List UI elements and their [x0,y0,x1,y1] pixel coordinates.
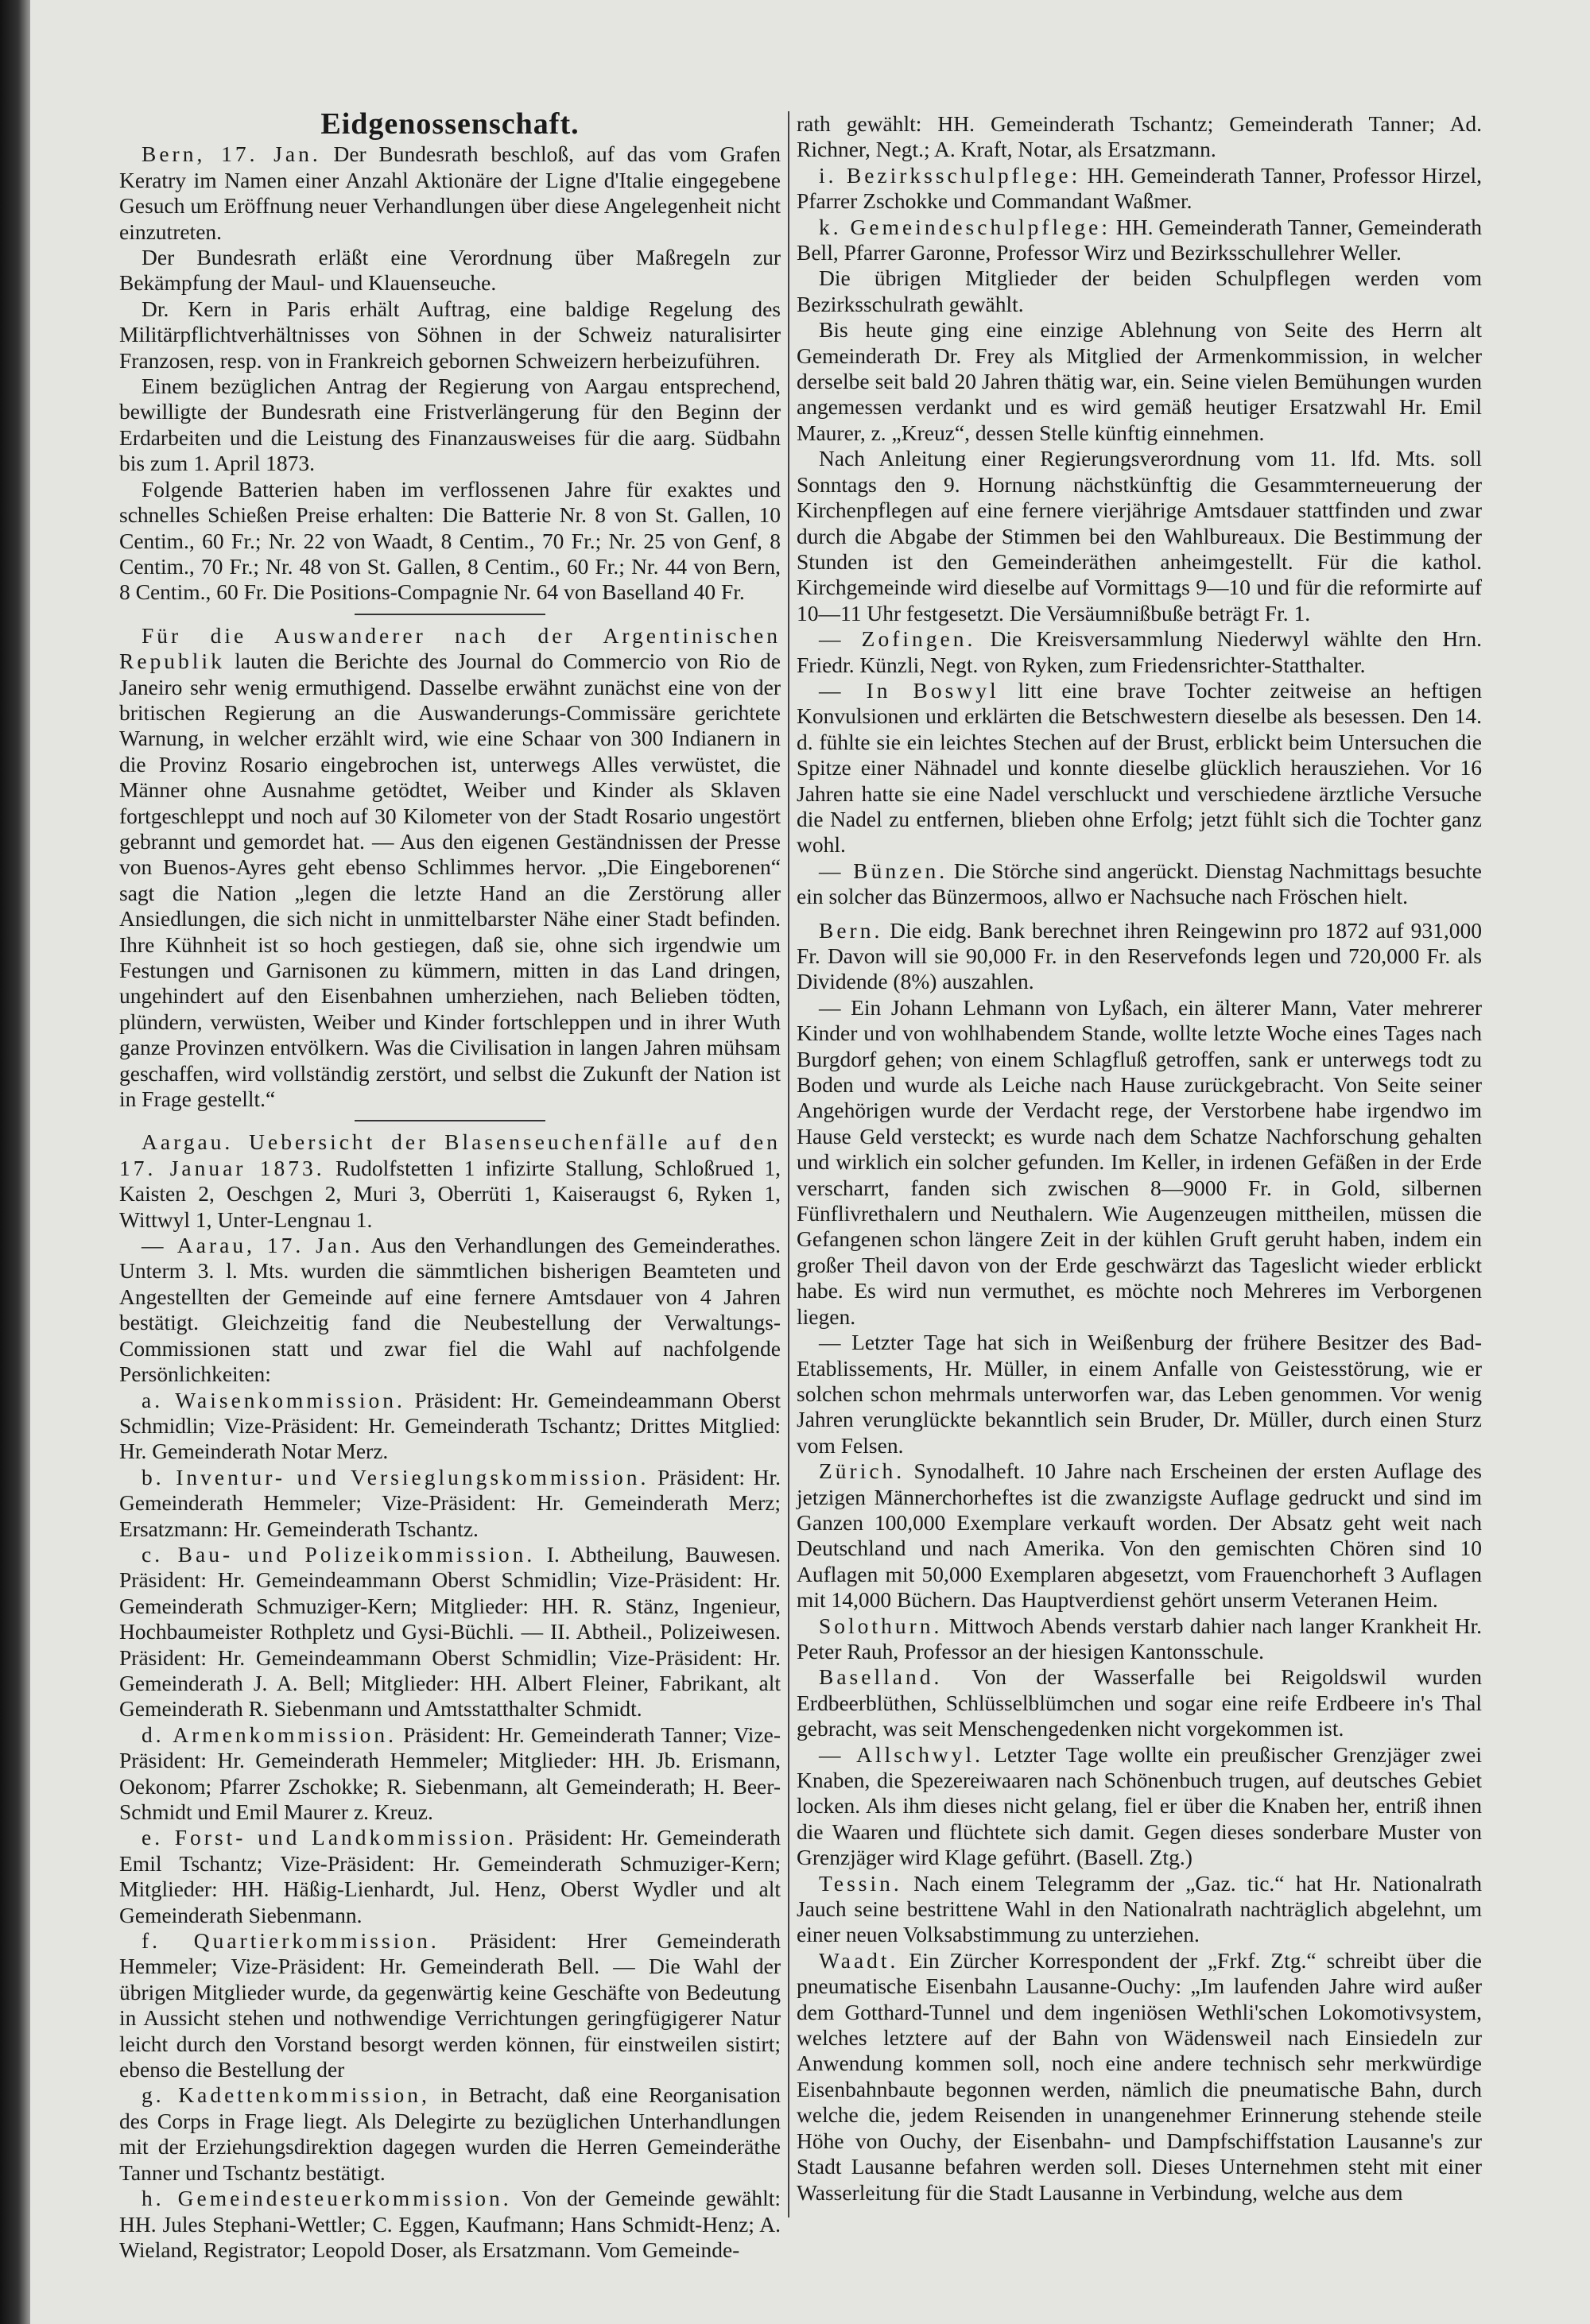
paragraph-text: — Letzter Tage hat sich in Weißenburg der frühere Besitzer des Bad-Etablissements, Hr. Müller, in einem Anfalle von Geistesstörung, wie er solchen schon mehrmals unterworfen war, das Leben genommen. Vor wenig Jahren verunglückte bekanntlich sein Bruder, Dr. Müller, durch einen Sturz vom Felsen. [797,1330,1482,1458]
paragraph-text: Aus den Verhandlungen des Gemeinderathes. Unterm 3. l. Mts. wurden die sämmtlichen bisherigen Beamteten und Angestellten der Gemeinde auf eine fernere Amtsdauer von 4 Jahren bestätigt. Gleichzeitig fand die Neubestellung der Verwaltungs-Commissionen statt und zwar fiel die Wahl auf nachfolgende Persönlichkeiten: [119,1233,781,1387]
paragraph-text: — Ein Johann Lehmann von Lyßach, ein älterer Mann, Vater mehrerer Kinder und von wohlhabendem Stande, wollte letzte Woche eines Tages nach Burgdorf gehen; von einem Schlagfluß getroffen, sank er unterwegs todt zu Boden und wurde als Leiche nach Hause zurückgebracht. Von Seite seiner Angehörigen wurde der Verdacht rege, der Verstorbene habe irgendwo im Hause Geld versteckt; es wurde nach dem Schatze Nachforschung gehalten und wirklich ein solcher gefunden. Im Keller, in irdenen Gefäßen in der Erde verscharrt, fanden sich zwischen 8—9000 Fr. in Gold, silbernen Fünflivrethalern und Neuthalern. Wie Augenzeugen mittheilen, müssen die Gefangenen schon längere Zeit in der kühlen Gruft geruht haben, indem ein großer Theil davon von der Erde geschwärzt das Tageslicht wieder erblickt habe. Es wird nun vermuthet, es möchte noch Mehreres im Verborgenen liegen. [797,994,1482,1329]
paragraph-text: Der Bundesrath beschloß, auf das vom Grafen Keratry im Namen einer Anzahl Aktionäre der Ligne d'Italie eingegebene Gesuch um Eröffnung neuer Verhandlungen über diese Angelegenheit nicht einzutreten. [119,141,781,244]
paragraph-text: Synodalheft. 10 Jahre nach Erscheinen der ersten Auflage des jetzigen Männerchorheftes ist die zwanzigste Auflage gedruckt und sind im Ganzen 100,000 Exemplare verkauft worden. Der Absatz geht weit nach Deutschland und nach Amerika. Von den gemischten Chören sind 10 Auflagen mit 50,000 Exemplaren abgesetzt, vom Frauenchorheft 3 Auflagen mit 14,000 Büchern. Das Hauptverdienst gehört unserm Veteranen Heim. [797,1458,1482,1613]
column-divider [788,111,789,2217]
paragraph-text: Der Bundesrath erläßt eine Verordnung über Maßregeln zur Bekämpfung der Maul- und Klauenseuche. [119,245,781,296]
paragraph-lead: — Zofingen. [819,626,976,652]
paragraph [797,1871,1482,1948]
paragraph [119,1465,781,1542]
paragraph [797,918,1482,995]
article-group [119,623,781,1113]
paragraph [119,1542,781,1722]
paragraph-text: Folgende Batterien haben im verflossenen Jahre für exaktes und schnelles Schießen Preise erhalten: Die Batterie Nr. 8 von St. Gallen, 10 Centim., 60 Fr.; Nr. 22 von Waadt, 8 Centim., 70 Fr.; Nr. 25 von Genf, 8 Centim., 70 Fr.; Nr. 48 von St. Gallen, 8 Centim., 60 Fr.; Nr. 44 von Bern, 8 Centim., 60 Fr. Die Positions-Compagnie Nr. 64 von Baselland 40 Fr. [119,476,781,605]
paragraph [797,163,1482,215]
section-title: Eidgenossenschaft. [320,107,580,141]
paragraph-lead: Baselland. [819,1664,943,1690]
paragraph-lead: Solothurn. [819,1613,943,1638]
article-group [797,111,1482,910]
paragraph-text: Präsident: Hr. Gemeinderath Hemmeler; Vize-Präsident: Hr. Gemeinderath Merz; Ersatzmann: Hr. Gemeinderath Tschantz. [119,1464,781,1541]
paragraph [119,623,781,1113]
paragraph [119,296,781,374]
paragraph [797,995,1482,1330]
paragraph-text: Nach einem Telegramm der „Gaz. tic.“ hat Hr. Nationalrath Jauch seine bestrittene Wahl in den Nationalrath nachträglich abgelehnt, um einer neuen Volksabstimmung zu unterziehen. [797,1870,1482,1947]
paragraph-lead: c. Bau- und Polizeikommission. [142,1541,536,1567]
paragraph [797,1742,1482,1871]
paragraph [797,215,1482,266]
left-column [119,107,781,2263]
paragraph-lead: — Bünzen. [819,858,948,883]
paragraph [797,626,1482,678]
paragraph-text: Präsident: Hr. Gemeinderath Emil Tschantz; Vize-Präsident: Hr. Gemeinderath Schmuziger-Kern; Mitglieder: HH. Häßig-Lienhardt, Jul. Henz, Oberst Wydler und alt Gemeinderath Siebenmann. [119,1825,781,1927]
paragraph-text: Die eidg. Bank berechnet ihren Reingewinn pro 1872 auf 931,000 Fr. Davon will sie 90,000 Fr. in den Reservefonds legen und 720,000 Fr. als Dividende (8%) auszahlen. [797,917,1482,994]
article-gap [797,910,1482,918]
paragraph-text: Die Kreisversammlung Niederwyl wählte den Hrn. Friedr. Künzli, Negt. von Ryken, zum Friedensrichter-Statthalter. [797,626,1482,677]
paragraph-lead: Waadt. [819,1947,899,1973]
paragraph-text: Präsident: Hr. Gemeindeammann Oberst Schmidlin; Vize-Präsident: Hr. Gemeinderath Tschantz; Drittes Mitglied: Hr. Gemeinderath Notar Merz. [119,1387,781,1464]
paragraph [797,858,1482,910]
paragraph-text: Von der Gemeinde gewählt: HH. Jules Stephani-Wettler; C. Eggen, Kaufmann; Hans Schmidt-Henz; A. Wieland, Registrator; Leopold Doser, als Ersatzmann. Vom Gemeinde- [119,2186,781,2262]
paragraph-lead: — In Boswyl [819,677,999,703]
paragraph-text: I. Abtheilung, Bauwesen. Präsident: Hr. Gemeindeammann Oberst Schmidlin; Vize-Präsident: Hr. Gemeinderath Schmuziger-Kern; Mitglieder: HH. R. Stänz, Ingenieur, Hochbaumeister Rothpletz und Gysi-Büchli. — II. Abtheil., Polizeiwesen. Präsident: Hr. Gemeindeammann Oberst Schmidlin; Vize-Präsident: Hr. Gemeinderath J. A. Bell; Mitglieder: HH. Albert Fleiner, Fabrikant, alt Gemeinderath R. Siebenmann und Amtsstatthalter Schmidt. [119,1541,781,1722]
paragraph [119,1233,781,1387]
paragraph [797,1664,1482,1741]
paragraph-lead: g. Kadettenkommission, [142,2082,430,2108]
paragraph-text: Bis heute ging eine einzige Ablehnung von Seite des Herrn alt Gemeinderath Dr. Frey als Mitglied der Armenkommission, in welcher derselbe seit bald 20 Jahren thätig war, ein. Seine vielen Bemühungen wurden angemessen verdankt und es wird gemäß heutiger Ersatzwahl Hr. Emil Maurer, z. „Kreuz“, dessen Stelle künftig einnehmen. [797,317,1482,445]
paragraph-lead: Bern, 17. Jan. [142,141,321,167]
right-column [797,111,1482,2206]
paragraph-lead: Für die Auswanderer nach der Argentinischen Republik [119,622,781,674]
paragraph-text: HH. Gemeinderath Tanner, Gemeinderath Bell, Pfarrer Garonne, Professor Wirz und Bezirksschullehrer Weller. [797,214,1483,265]
paragraph-text: in Betracht, daß eine Reorganisation des Corps in Frage liegt. Als Delegirte zu bezüglichen Unterhandlungen mit der Erziehungsdirektion dagegen wurden die Herren Gemeinderäthe Tanner und Tschantz bestätigt. [119,2082,781,2185]
paragraph-text: litt eine brave Tochter zeitweise an heftigen Konvulsionen und erklärten die Betschwestern dieselbe als besessen. Den 14. d. fühlte sie ein leichtes Stechen auf der Brust, erblickt beim Untersuchen die Spitze einer Nähnadel und konnte dieselbe glücklich herausziehen. Vor 16 Jahren hatte sie eine Nadel verschluckt und verschiedene ärztliche Versuche die Nadel zu entfernen, blieben ohne Erfolg; jetzt fühlt sich die Tochter ganz wohl. [797,677,1483,858]
paragraph-lead: — Allschwyl. [819,1741,984,1767]
paragraph [797,317,1482,446]
paragraph [797,111,1482,163]
paragraph-lead: Zürich. [819,1458,906,1484]
paragraph-text: Nach Anleitung einer Regierungsverordnung vom 11. lfd. Mts. soll Sonntags den 9. Hornung nächstkünftig die Gesammterneuerung der Kirchenpflegen auf eine fernere vierjährige Amtsdauer stattfinden und zwar durch die Abgabe der Stimmen bei den Wahlbureaux. Die Bestimmung der Stunden ist den Gemeinderäthen anheimgestellt. Für die kathol. Kirchgemeinde wird dieselbe auf Vormittags 9—10 und für die reformirte auf 10—11 Uhr festgesetzt. Die Versäumnißbuße beträgt Fr. 1. [797,446,1482,626]
paragraph-text: lauten die Berichte des Journal do Commercio von Rio de Janeiro sehr wenig ermuthigend. Dasselbe erwähnt zunächst eine von der britischen Regierung an die Auswanderungs-Commissäre gerichtete Warnung, in welcher erzählt wird, wie eine Schaar von 300 Indianern in die Provinz Rosario eingebrochen ist, unterwegs Alles verwüstet, die Männer ohne Ausnahme getödtet, Weiber und Kinder als Sklaven fortgeschleppt und noch auf 30 Kilometer von der Stadt Rosario ungestört gebrannt und gemordet hat. — Aus den eigenen Geständnissen der Presse von Buenos-Ayres geht ebenso Schlimmes hervor. „Die Eingeborenen“ sagt die Nation „legen die letzte Hand an die Zerstörung aller Ansiedlungen, die sich nicht in unmittelbarster Nähe einer Stadt befinden. Ihre Kühnheit ist so hoch gestiegen, daß sie, ohne sich irgendwie um Festungen und Garnisonen zu kümmern, mitten in das Land dringen, ungehindert auf den Eisenbahnen umherziehen, nach Belieben tödten, plündern, verwüsten, Weiber und Kinder fortschleppen und in ihrer Wuth ganze Provinzen entvölkern. Was die Civilisation in langen Jahren mühsam geschaffen, wird vollständig zerstört, und selbst die Zukunft der Nation ist in Frage gestellt.“ [119,649,781,1112]
paragraph [797,1948,1482,2206]
paragraph [119,2082,781,2186]
paragraph-text: Ein Zürcher Korrespondent der „Frkf. Ztg.“ schreibt über die pneumatische Eisenbahn Lausanne-Ouchy: „Im laufenden Jahre wird außer dem Gotthard-Tunnel und dem ingeniösen Wethli'schen Lokomotivsystem, welches letztere auf der Bahn von Wädensweil nach Einsiedeln zur Anwendung kommen soll, noch eine andere technisch sehr merkwürdige Eisenbahnbaute begonnen werden, nämlich die pneumatische Bahn, durch welche die, jedem Reisenden in unangenehmer Erinnerung stehende steile Höhe von Ouchy, der Eisenbahn- und Dampfschiffstation Lausanne's zur Stadt Lausanne befahren werden soll. Dieses Unternehmen steht mit einer Wasserleitung für die Stadt Lausanne in Verbindung, welche aus dem [797,1947,1482,2205]
paragraph [797,1613,1482,1665]
paragraph [119,141,781,245]
paragraph [119,374,781,477]
paragraph-text: Von der Wasserfalle bei Reigoldswil wurden Erdbeerblüthen, Schlüsselblümchen und sogar eine reife Erdbeere in's Thal gebracht, was seit Menschengedenken nicht vorgekommen ist. [797,1664,1482,1741]
paragraph-lead: i. Bezirksschulpflege: [819,162,1081,188]
paragraph-lead: e. Forst- und Landkommission. [142,1825,517,1850]
paragraph [119,1928,781,2082]
paragraph [797,1330,1482,1458]
paragraph-lead: h. Gemeindesteuerkommission. [142,2186,512,2211]
paragraph [119,1129,781,1233]
paragraph-text: Die übrigen Mitglieder der beiden Schulpflegen werden vom Bezirksschulrath gewählt. [797,265,1482,316]
page-edge-shadow [0,0,30,2324]
paragraph-text: Rudolfstetten 1 infizirte Stallung, Schloßrued 1, Kaisten 2, Oeschgen 2, Muri 3, Oberrüti 1, Kaiseraugst 6, Ryken 1, Wittwyl 1, Unter-Lengnau 1. [119,1155,781,1232]
paragraph-text: Einem bezüglichen Antrag der Regierung von Aargau entsprechend, bewilligte der Bundesrath eine Fristverlängerung für den Beginn der Erdarbeiten und die Leistung des Finanzausweises für die aarg. Südbahn bis zum 1. April 1873. [119,374,781,476]
paragraph [119,245,781,296]
article-divider [355,1120,545,1121]
paragraph-lead: f. Quartierkommission. [142,1928,440,1954]
paragraph-lead: Bern. [819,917,883,943]
paragraph-lead: b. Inventur- und Versieglungskommission. [142,1464,650,1489]
paragraph-text: HH. Gemeinderath Tanner, Professor Hirzel, Pfarrer Zschokke und Commandant Waßmer. [797,162,1483,214]
paragraph-lead: a. Waisenkommission. [142,1387,405,1412]
paragraph-text: Präsident: Hr. Gemeinderath Tanner; Vize-Präsident: Hr. Gemeinderath Hemmeler; Mitglieder: HH. Jb. Erismann, Oekonom; Pfarrer Zschokke; R. Siebenmann, alt Gemeinderath; H. Beer-Schmidt und Emil Maurer z. Kreuz. [119,1722,781,1824]
paragraph [119,2186,781,2263]
paragraph-text: Die Störche sind angerückt. Dienstag Nachmittags besuchte ein solcher das Bünzermoos, allwo er Nachsuche nach Fröschen hielt. [797,858,1482,909]
paragraph [797,1458,1482,1613]
paragraph [119,1388,781,1465]
paragraph [797,678,1482,858]
paragraph-text: Präsident: Hrer Gemeinderath Hemmeler; Vize-Präsident: Hr. Gemeinderath Bell. — Die Wahl der übrigen Mitglieder wurde, da gegenwärtig keine Geschäfte von Bedeutung in Aussicht stehen und nothwendige Verrichtungen geringfügigerer Natur leicht durch den Vorstand besorgt werden können, für einstweilen sistirt; ebenso die Bestellung der [119,1928,781,2082]
paragraph [119,1825,781,1928]
paragraph-lead: k. Gemeindeschulpflege: [819,214,1111,239]
paragraph-lead: d. Armenkommission. [142,1722,397,1747]
paragraph-text: Dr. Kern in Paris erhält Auftrag, eine baldige Regelung des Militärpflichtverhältnisses von Söhnen in der Schweiz naturalisirter Franzosen, resp. von in Frankreich gebornen Schweizern herbeizuführen. [119,296,781,373]
paragraph [797,265,1482,317]
paragraph-lead: — Aarau, 17. Jan. [142,1233,363,1258]
paragraph [797,446,1482,626]
paragraph [119,1722,781,1826]
article-divider [355,614,545,615]
paragraph [119,477,781,606]
article-group [119,1129,781,2263]
paragraph-lead: Aargau. Uebersicht der Blasenseuchenfälle auf den 17. Januar 1873. [119,1129,781,1180]
article-group [797,918,1482,2206]
paragraph-lead: Tessin. [819,1870,902,1896]
paragraph-text: rath gewählt: HH. Gemeinderath Tschantz; Gemeinderath Tanner; Ad. Richner, Negt.; A. Kraft, Notar, als Ersatzmann. [797,111,1482,162]
article-group [119,141,781,605]
paragraph-text: Letzter Tage wollte ein preußischer Grenzjäger zwei Knaben, die Spezereiwaaren nach Schönenbuch trugen, auf deutsches Gebiet locken. Als ihm dieses nicht gelang, fiel er über die Knaben her, entriß ihnen die Waaren und flüchtete sich damit. Gegen dieses sonderbare Muster von Grenzjäger wird Klage geführt. (Basell. Ztg.) [797,1741,1483,1870]
paragraph-text: Mittwoch Abends verstarb dahier nach langer Krankheit Hr. Peter Rauh, Professor an der hiesigen Kantonsschule. [797,1613,1482,1664]
